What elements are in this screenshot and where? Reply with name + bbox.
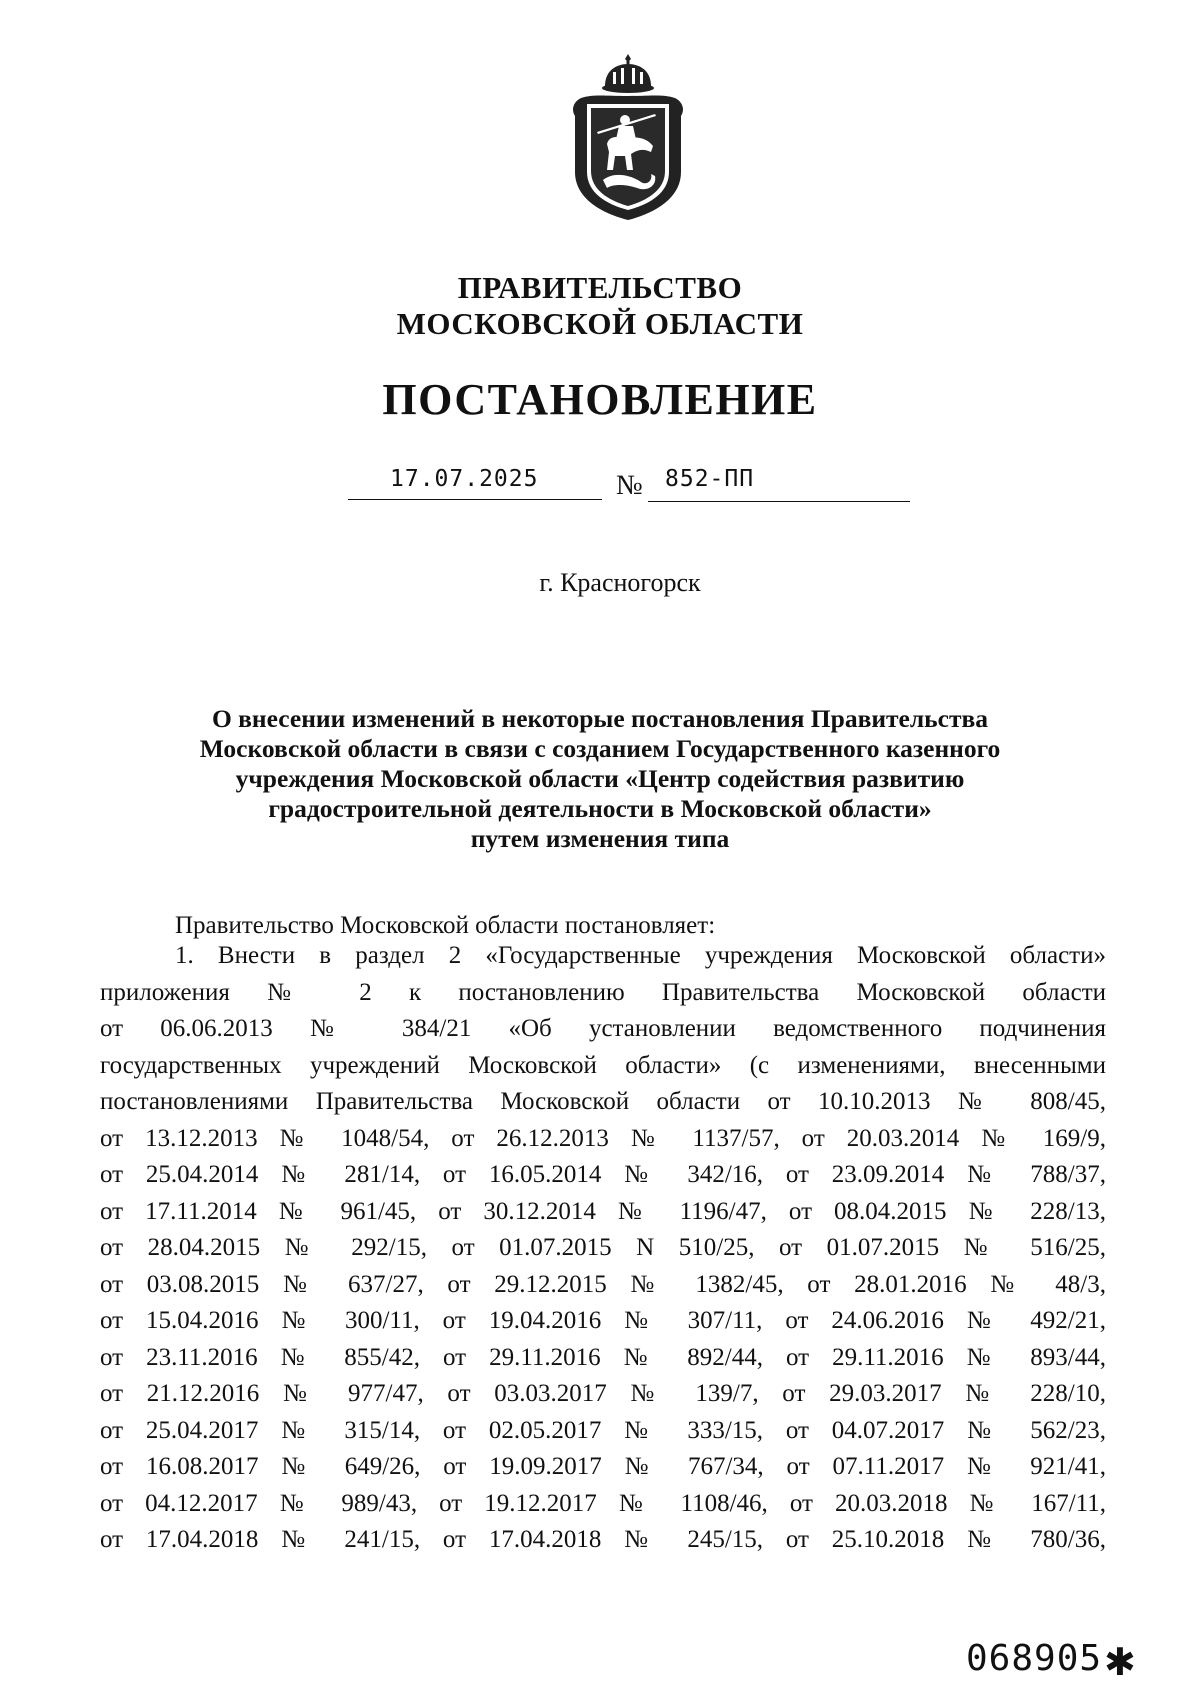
number-sign: № xyxy=(616,470,643,501)
body-line: от 17.04.2018 № 241/15, от 17.04.2018 № 245/15, от 25.10.2018 № 780/36, xyxy=(100,1526,1106,1553)
body-line: от 04.12.2017 № 989/43, от 19.12.2017 № 1108/46, от 20.03.2018 № 167/11, xyxy=(100,1489,1106,1517)
document-date: 17.07.2025 xyxy=(390,466,539,492)
body-line: от 23.11.2016 № 855/42, от 29.11.2016 № 892/44, от 29.11.2016 № 893/44, xyxy=(100,1343,1106,1371)
document-title xyxy=(140,704,1060,854)
body-line: от 28.04.2015 № 292/15, от 01.07.2015 N 510/25, от 01.07.2015 № 516/25, xyxy=(100,1234,1106,1261)
body-line: государственных учреждений Московской области» (с изменениями, внесенными xyxy=(100,1051,1106,1079)
body-line: от 06.06.2013 № 384/21 «Об установлении ведомственного подчинения xyxy=(100,1015,1106,1042)
body-line: от 25.04.2017 № 315/14, от 02.05.2017 № 333/15, от 04.07.2017 № 562/23, xyxy=(100,1416,1106,1444)
date-underline xyxy=(348,499,602,500)
body-line: от 21.12.2016 № 977/47, от 03.03.2017 № 139/7, от 29.03.2017 № 228/10, xyxy=(100,1380,1106,1407)
title-line: путем изменения типа xyxy=(470,824,730,853)
document-type: ПОСТАНОВЛЕНИЕ xyxy=(382,375,818,424)
title-line: Московской области в связи с созданием Государственного казенного xyxy=(199,734,1001,763)
body-line: от 16.08.2017 № 649/26, от 19.09.2017 № 767/34, от 07.11.2017 № 921/41, xyxy=(100,1453,1106,1480)
body-line: приложения № 2 к постановлению Правительства Московской области xyxy=(100,978,1106,1006)
body-line: 1. Внести в раздел 2 «Государственные учреждения Московской области» xyxy=(175,942,1106,969)
body-line: от 17.11.2014 № 961/45, от 30.12.2014 № 1196/47, от 08.04.2015 № 228/13, xyxy=(100,1197,1106,1225)
title-line: учреждения Московской области «Центр содействия развитию xyxy=(235,764,965,793)
intro-paragraph: Правительство Московской области постановляет: xyxy=(175,912,716,939)
document-number: 852-ПП xyxy=(665,466,755,492)
body-line: от 25.04.2014 № 281/14, от 16.05.2014 № 342/16, от 23.09.2014 № 788/37, xyxy=(100,1161,1106,1188)
title-line: О внесении изменений в некоторые постановления Правительства xyxy=(211,704,989,733)
title-line: градостроительной деятельности в Московской области» xyxy=(268,794,932,823)
asterisk-mark: ✱ xyxy=(1104,1640,1136,1684)
body-line: от 15.04.2016 № 300/11, от 19.04.2016 № 307/11, от 24.06.2016 № 492/21, xyxy=(100,1307,1106,1334)
issue-city: г. Красногорск xyxy=(539,568,701,597)
serial-number: 068905 xyxy=(966,1638,1103,1679)
government-name-line2: МОСКОВСКОЙ ОБЛАСТИ xyxy=(396,306,804,341)
government-name-line1: ПРАВИТЕЛЬСТВО xyxy=(457,270,743,305)
body-line: постановлениями Правительства Московской области от 10.10.2013 № 808/45, xyxy=(100,1088,1106,1115)
number-underline xyxy=(648,501,910,502)
body-text xyxy=(100,938,1106,1559)
body-line: от 03.08.2015 № 637/27, от 29.12.2015 № 1382/45, от 28.01.2016 № 48/3, xyxy=(100,1270,1106,1298)
coat-of-arms-emblem xyxy=(567,52,689,222)
body-line: от 13.12.2013 № 1048/54, от 26.12.2013 № 1137/57, от 20.03.2014 № 169/9, xyxy=(100,1124,1106,1152)
